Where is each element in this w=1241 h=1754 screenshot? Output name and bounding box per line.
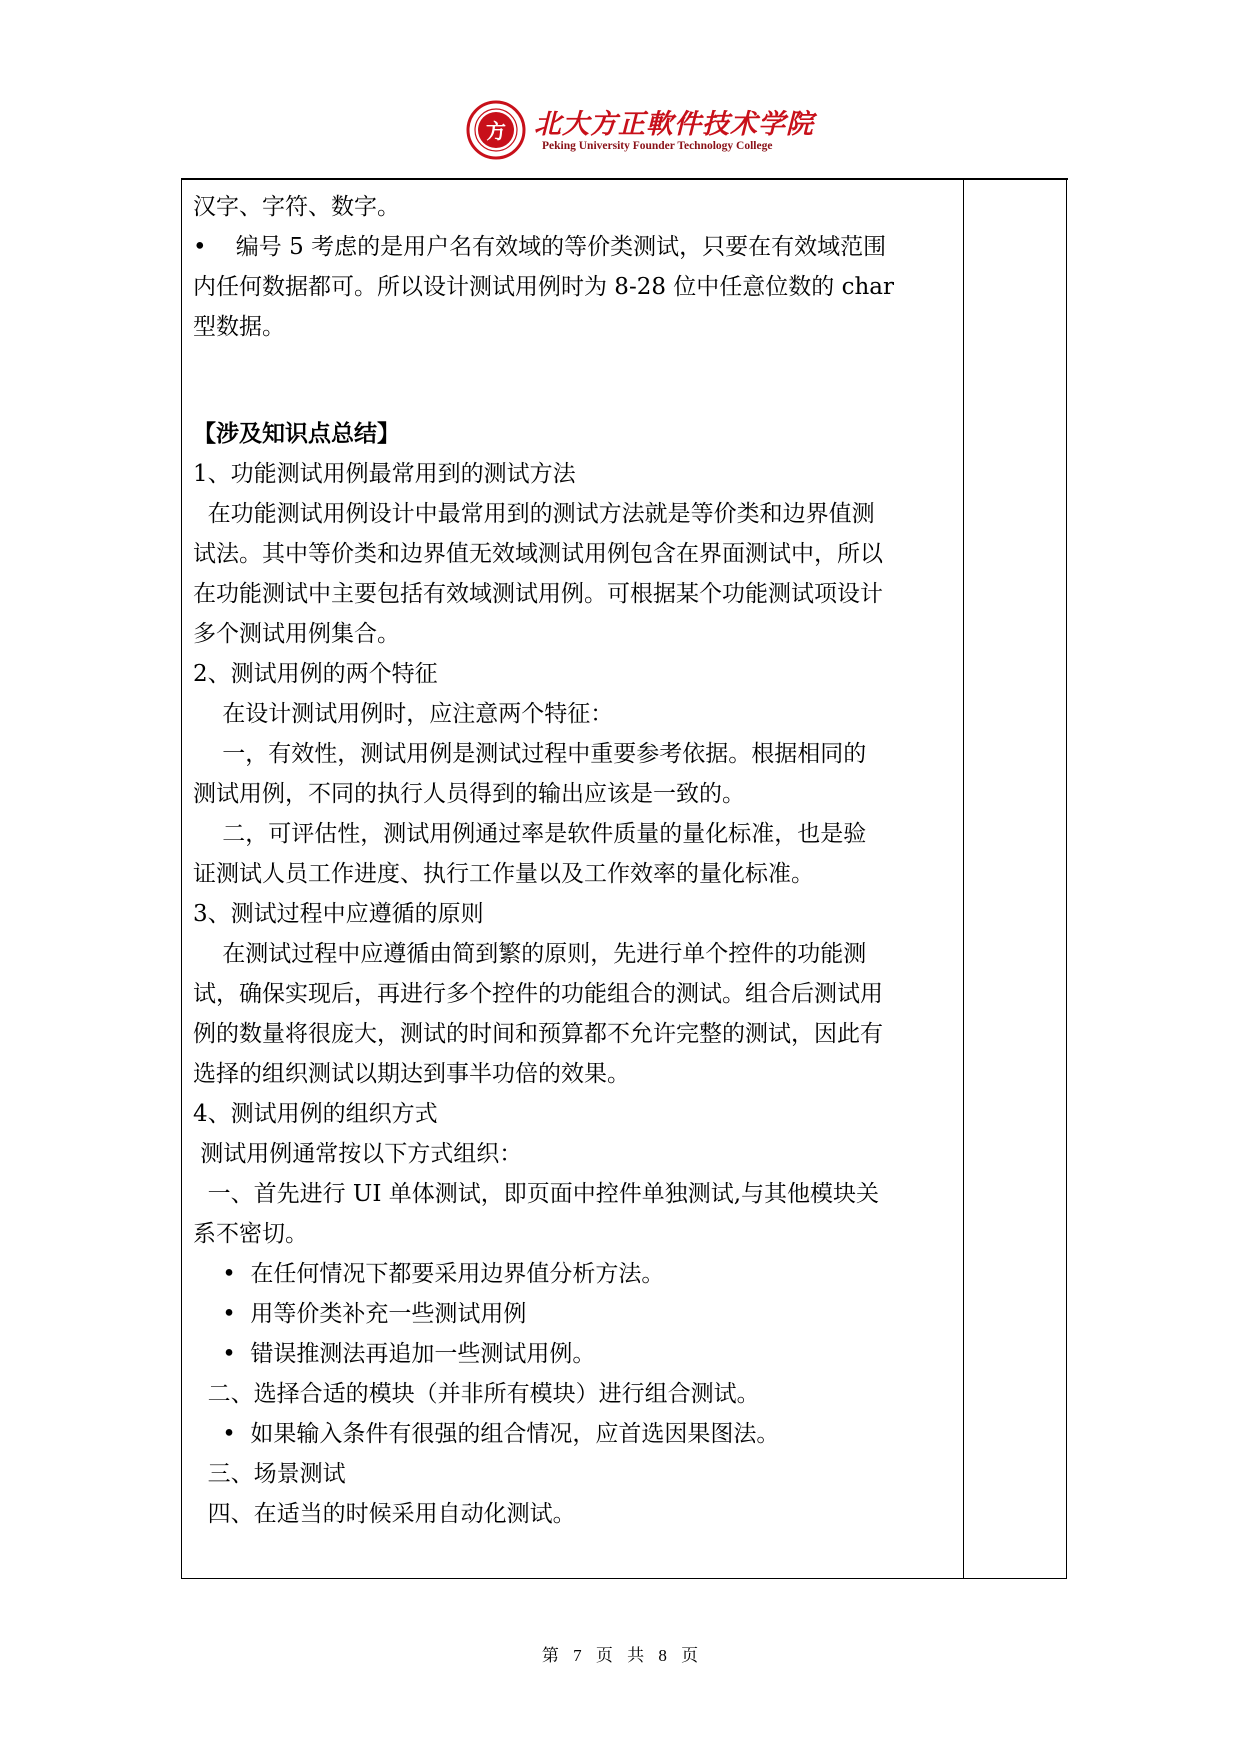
text-line: 一，有效性，测试用例是测试过程中重要参考依据。根据相同的	[193, 741, 867, 767]
text-line: • 编号 5 考虑的是用户名有效域的等价类测试，只要在有效域范围	[193, 234, 887, 260]
text-line: 4、测试用例的组织方式	[193, 1101, 438, 1127]
footer-suffix: 页	[681, 1646, 700, 1665]
text-line: 三、场景测试	[193, 1461, 346, 1487]
text-line: 四、在适当的时候采用自动化测试。	[193, 1501, 576, 1527]
text-line: 测试用例，不同的执行人员得到的输出应该是一致的。	[193, 781, 745, 807]
college-name-en: Peking University Founder Technology College	[542, 140, 773, 152]
text-line: 证测试人员工作进度、执行工作量以及工作效率的量化标准。	[193, 861, 814, 887]
text-line: 一、首先进行 UI 单体测试，即页面中控件单独测试,与其他模块关	[193, 1181, 880, 1207]
seal-glyph: 方	[486, 119, 506, 143]
table-column-divider	[963, 180, 964, 1579]
footer-prefix: 第	[541, 1646, 560, 1665]
text-line: • 错误推测法再追加一些测试用例。	[193, 1341, 596, 1367]
text-line: 选择的组织测试以期达到事半功倍的效果。	[193, 1061, 630, 1087]
text-line: 系不密切。	[193, 1221, 308, 1247]
table-cell-content	[193, 187, 950, 1534]
text-line: 二，可评估性，测试用例通过率是软件质量的量化标准，也是验	[193, 821, 867, 847]
text-line: • 如果输入条件有很强的组合情况，应首选因果图法。	[193, 1421, 780, 1447]
text-line: 3、测试过程中应遵循的原则	[193, 901, 484, 927]
text-line: 二、选择合适的模块（并非所有模块）进行组合测试。	[193, 1381, 760, 1407]
footer-total-word: 共	[627, 1646, 646, 1665]
text-line: 内任何数据都可。所以设计测试用例时为 8-28 位中任意位数的 char	[193, 274, 895, 300]
text-line: 在设计测试用例时，应注意两个特征：	[193, 701, 614, 727]
text-line: 试法。其中等价类和边界值无效域测试用例包含在界面测试中，所以	[193, 541, 883, 567]
text-line: 型数据。	[193, 314, 285, 340]
text-line: • 在任何情况下都要采用边界值分析方法。	[193, 1261, 665, 1287]
text-line: 汉字、字符、数字。	[193, 194, 400, 220]
text-line: 测试用例通常按以下方式组织：	[193, 1141, 523, 1167]
text-line: 例的数量将很庞大，测试的时间和预算都不允许完整的测试，因此有	[193, 1021, 883, 1047]
college-seal-icon	[466, 100, 526, 160]
text-line: 在测试过程中应遵循由简到繁的原则，先进行单个控件的功能测	[193, 941, 867, 967]
footer-current-page: 7	[573, 1646, 583, 1665]
text-line: 2、测试用例的两个特征	[193, 661, 438, 687]
paragraph-spacer	[193, 347, 950, 414]
text-line: • 用等价类补充一些测试用例	[193, 1301, 527, 1327]
footer-page-word: 页	[595, 1646, 614, 1665]
college-name-cn: 北大方正軟件技术学院	[534, 109, 814, 140]
college-header	[466, 96, 814, 166]
text-line: 试，确保实现后，再进行多个控件的功能组合的测试。组合后测试用	[193, 981, 883, 1007]
text-line: 1、功能测试用例最常用到的测试方法	[193, 461, 576, 487]
text-line: 在功能测试中主要包括有效域测试用例。可根据某个功能测试项设计	[193, 581, 883, 607]
text-line: 在功能测试用例设计中最常用到的测试方法就是等价类和边界值测	[193, 501, 875, 527]
page-footer	[0, 1641, 1241, 1666]
section-heading: 【涉及知识点总结】	[193, 420, 400, 447]
text-line: 多个测试用例集合。	[193, 621, 400, 647]
footer-total-pages: 8	[658, 1646, 668, 1665]
